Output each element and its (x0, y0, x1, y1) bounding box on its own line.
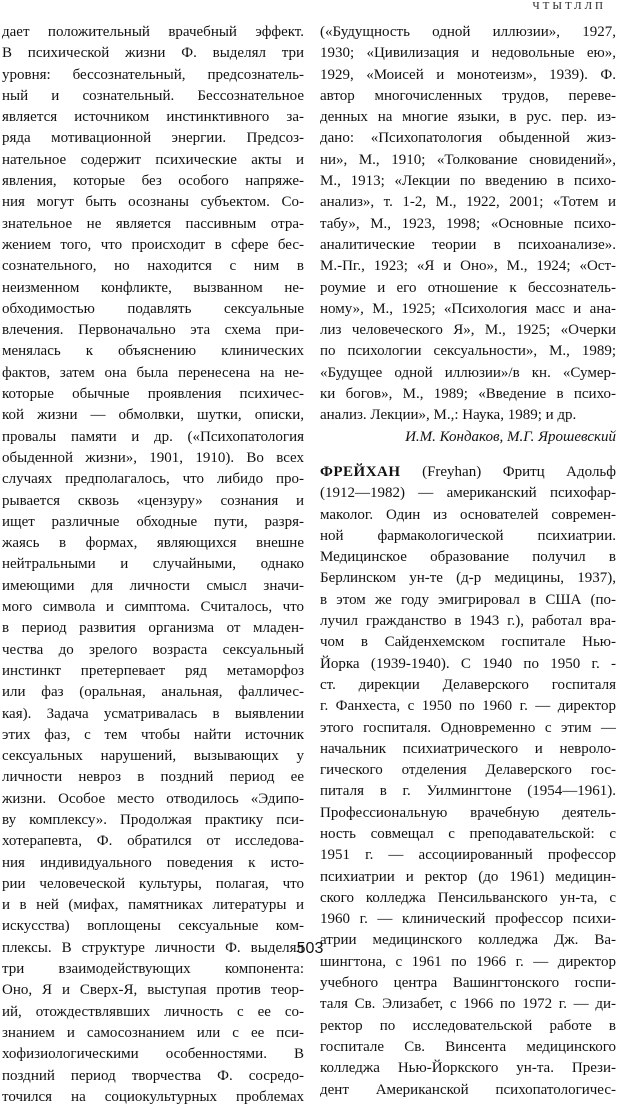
left-column-line: является источником инстинктивного за- (2, 109, 304, 126)
left-column-line: рии человеческой культуры, полагая, что (2, 875, 304, 892)
entry-body-line: г. Фанхеста, с 1950 по 1960 г. — директор (320, 698, 616, 715)
left-column-line: жаясь в формах, являющихся внешне (2, 535, 304, 552)
left-column-line: сексуальных нарушений, вызывающих у (2, 748, 304, 765)
entry-body-line: дент Американской психопатологичес- (320, 1081, 616, 1098)
left-column-line: ищет различные обходные пути, разря- (2, 513, 304, 530)
left-column-line: рывается сквозь «цензуру» сознания и (2, 492, 304, 509)
left-column-line: неизменном конфликте, вызванном не- (2, 279, 304, 296)
entry-body-line: ной фармакологической психиатрии. (320, 527, 616, 544)
bibliography-line: автор многочисленных трудов, переве- (320, 87, 616, 104)
left-column-line: жением того, что происходит в сфере бес- (2, 236, 304, 253)
entry-body-line: таля Св. Элизабет, с 1966 по 1972 г. — ди- (320, 996, 616, 1013)
left-column-line: ния могут быть осознаны субъектом. Со- (2, 194, 304, 211)
bibliography-line: анализ. Лекции», М.,: Наука, 1989; и др. (320, 407, 577, 424)
entry-body-line: гического отделения Делаверского гос- (320, 762, 616, 779)
bibliography-line: 1930; «Цивилизация и недовольные ею», (320, 45, 616, 62)
bibliography-line: ки богов», М., 1989; «Введение в психо- (320, 386, 616, 403)
bibliography-line: табу», М., 1923, 1998; «Основные психо- (320, 215, 616, 232)
left-column-line: хотерапевта, Ф. обратился от исследова- (2, 833, 304, 850)
left-column-line: имеющими для личности смысл значи- (2, 577, 304, 594)
left-column-line: плексы. В структуре личности Ф. выделял (2, 939, 304, 956)
entry-body-line: питаля в г. Уилмингтоне (1954—1961). (320, 783, 616, 800)
bibliography-line: лиз человеческого Я», М., 1925; «Очерки (320, 322, 616, 339)
entry-body-line: 1951 г. — ассоциированный профессор (320, 847, 616, 864)
left-column-line: хофизиологическими особенностями. В (2, 1046, 304, 1063)
left-column-line: жизни. Особое место отводилось «Эдипо- (2, 790, 304, 807)
entry-body-line: Йорка (1939-1940). С 1940 по 1950 г. - (320, 655, 616, 672)
left-column-line: нейтральными и случайными, однако (2, 556, 304, 573)
entry-body-line: маколог. Один из основателей современ- (320, 506, 616, 523)
entry-body-line: (1912—1982) — американский психофар- (320, 485, 616, 502)
entry-body-line: колледжа Нью-Йоркского ун-та. Прези- (320, 1060, 616, 1077)
bibliography-line: аналитические теории в психоанализе». (320, 236, 616, 253)
entry-body-line: ректор по исследовательской работе в (320, 1017, 616, 1034)
left-column-line: ряда мотивационной энергии. Предсоз- (2, 130, 304, 147)
entry-body-line: Медицинское образование получил в (320, 549, 616, 566)
left-column-line: кой жизни — обмолвки, шутки, описки, (2, 407, 304, 424)
left-column-line: нательное содержит психические акты и (2, 151, 304, 168)
page-number: 503 (296, 940, 324, 957)
left-column-line: уровня: бессознательный, предсознатель- (2, 66, 304, 83)
left-column-line: ий, отождествлявших личность с ее со- (2, 1003, 304, 1020)
dictionary-entry-freyhan (320, 462, 616, 1101)
bibliography-line: 1929, «Моисей и монотеизм», 1939). Ф. (320, 66, 616, 83)
left-column-line: поздний период творчества Ф. сосредо- (2, 1067, 304, 1084)
left-column-line: случаях предполагалось, что либидо про- (2, 471, 304, 488)
left-column-line: искусства) воплощены сексуальные ком- (2, 918, 304, 935)
bibliography-paragraph (320, 22, 616, 427)
entry-body-line: атрии медицинского колледжа Дж. Ва- (320, 932, 616, 949)
left-column-line: влечения. Первоначально эта схема при- (2, 322, 304, 339)
left-column-line: знательное не является пассивным отра- (2, 215, 304, 232)
left-column-line: которые обычные проявления психичес- (2, 386, 304, 403)
left-column-line: личности невроз в поздний период ее (2, 769, 304, 786)
bibliography-line: дано: «Психопатология обыденной жиз- (320, 130, 616, 147)
left-column-line: инстинкт претерпевает ряд метаморфоз (2, 662, 304, 679)
bibliography-line: роумие и его отношение к бессознатель- (320, 279, 616, 296)
bibliography-line: по психологии сексуальности», М., 1989; (320, 343, 616, 360)
entry-body (320, 483, 616, 1101)
left-column-line: или фаз (оральная, анальная, фалличес- (2, 684, 304, 701)
running-head: ЧТЫТЛЛП (532, 0, 606, 12)
left-column-line: обходимостью подавлять сексуальные (2, 300, 304, 317)
entry-body-line: в этом же году эмигрировал в США (по- (320, 591, 616, 608)
left-column-line: в период развития организма от младен- (2, 620, 304, 637)
left-column-line: чества до зрелого возраста сексуальный (2, 641, 304, 658)
entry-body-line: учебного центра Вашингтонского госпи- (320, 975, 616, 992)
entry-body-line: Берлинском ун-те (д-р медицины, 1937), (320, 570, 616, 587)
entry-body-line: ского колледжа Пенсильванского ун-та, с (320, 889, 616, 906)
left-column-line: сознательного, но находится с ним в (2, 258, 304, 275)
entry-body-line: 1960 г. — клинический профессор психи- (320, 911, 616, 928)
bibliography-line: ни», М., 1910; «Толкование сновидений», (320, 151, 616, 168)
left-column-line: провалы памяти и др. («Психопатология (2, 428, 304, 445)
left-column-line: знанием и самосознанием или с ее пси- (2, 1024, 304, 1041)
left-column-line: ния индивидуального поведения к исто- (2, 854, 304, 871)
left-column-line: дает положительный врачебный эффект. (2, 24, 304, 40)
bibliography-line: М.-Пг., 1923; «Я и Оно», М., 1924; «Ост- (320, 258, 616, 275)
left-column-line: В психической жизни Ф. выделял три (2, 45, 304, 62)
left-column-line: кая). Задача усматривалась в выявлении (2, 705, 304, 722)
entry-body-line: лучил гражданство в 1943 г.), работал вра- (320, 613, 616, 630)
left-column-line: три взаимодействующих компонента: (2, 961, 304, 978)
entry-body-line: ность совмещал с преподавательской: с (320, 825, 616, 842)
entry-body-line: чом в Сайденхемском госпитале Нью- (320, 634, 616, 651)
entry-first-line: (Freyhan) Фритц Адольф (400, 463, 616, 480)
entry-body-line: психиатрии и ректор (до 1961) медицин- (320, 868, 616, 885)
entry-body-line: ст. дирекции Делаверского госпиталя (320, 676, 616, 693)
left-column-line: и в ней (мифах, памятниках литературы и (2, 897, 304, 914)
left-column-line: менялась к объяснению клинических (2, 343, 304, 360)
article-authors: И.М. Кондаков, М.Г. Ярошевский (405, 428, 616, 445)
left-column-line: Оно, Я и Сверх-Я, выступая против теор- (2, 982, 304, 999)
entry-headword: ФРЕЙХАН (320, 463, 401, 480)
bibliography-line: «Будущее одной иллюзии»/в кн. «Сумер- (320, 364, 616, 381)
bibliography-line: («Будущность одной иллюзии», 1927, (320, 24, 616, 40)
entry-body-line: Профессиональную врачебную деятель- (320, 804, 616, 821)
bibliography-line: ному», М., 1925; «Психология масс и ана- (320, 300, 616, 317)
entry-body-line: шингтона, с 1961 по 1966 г. — директор (320, 953, 616, 970)
entry-body-line: госпитале Св. Винсента медицинского (320, 1038, 616, 1055)
left-column-line: ный и сознательный. Бессознательное (2, 87, 304, 104)
entry-body-line: этого госпиталя. Одновременно с этим — (320, 719, 616, 736)
left-column-line: фактов, затем она была перенесена на не- (2, 364, 304, 381)
bibliography-line: денных на многие языки, в рус. пер. из- (320, 109, 616, 126)
left-column-line: точился на социокультурных проблемах (2, 1088, 304, 1105)
left-column-line: мого символа и симптома. Считалось, что (2, 599, 304, 616)
bibliography-line: М., 1913; «Лекции по введению в психо- (320, 173, 616, 190)
left-column-line: этих фаз, с тем чтобы найти источник (2, 726, 304, 743)
left-column-line: явления, которые без особого напряже- (2, 173, 304, 190)
bibliography-line: анализ», т. 1-2, М., 1922, 2001; «Тотем и (320, 194, 616, 211)
entry-body-line: начальник психиатрического и невроло- (320, 740, 616, 757)
left-column-line: обыденной жизни», 1901, 1910). Во всех (2, 449, 304, 466)
left-column-line: ву комплексу». Продолжая практику пси- (2, 811, 304, 828)
